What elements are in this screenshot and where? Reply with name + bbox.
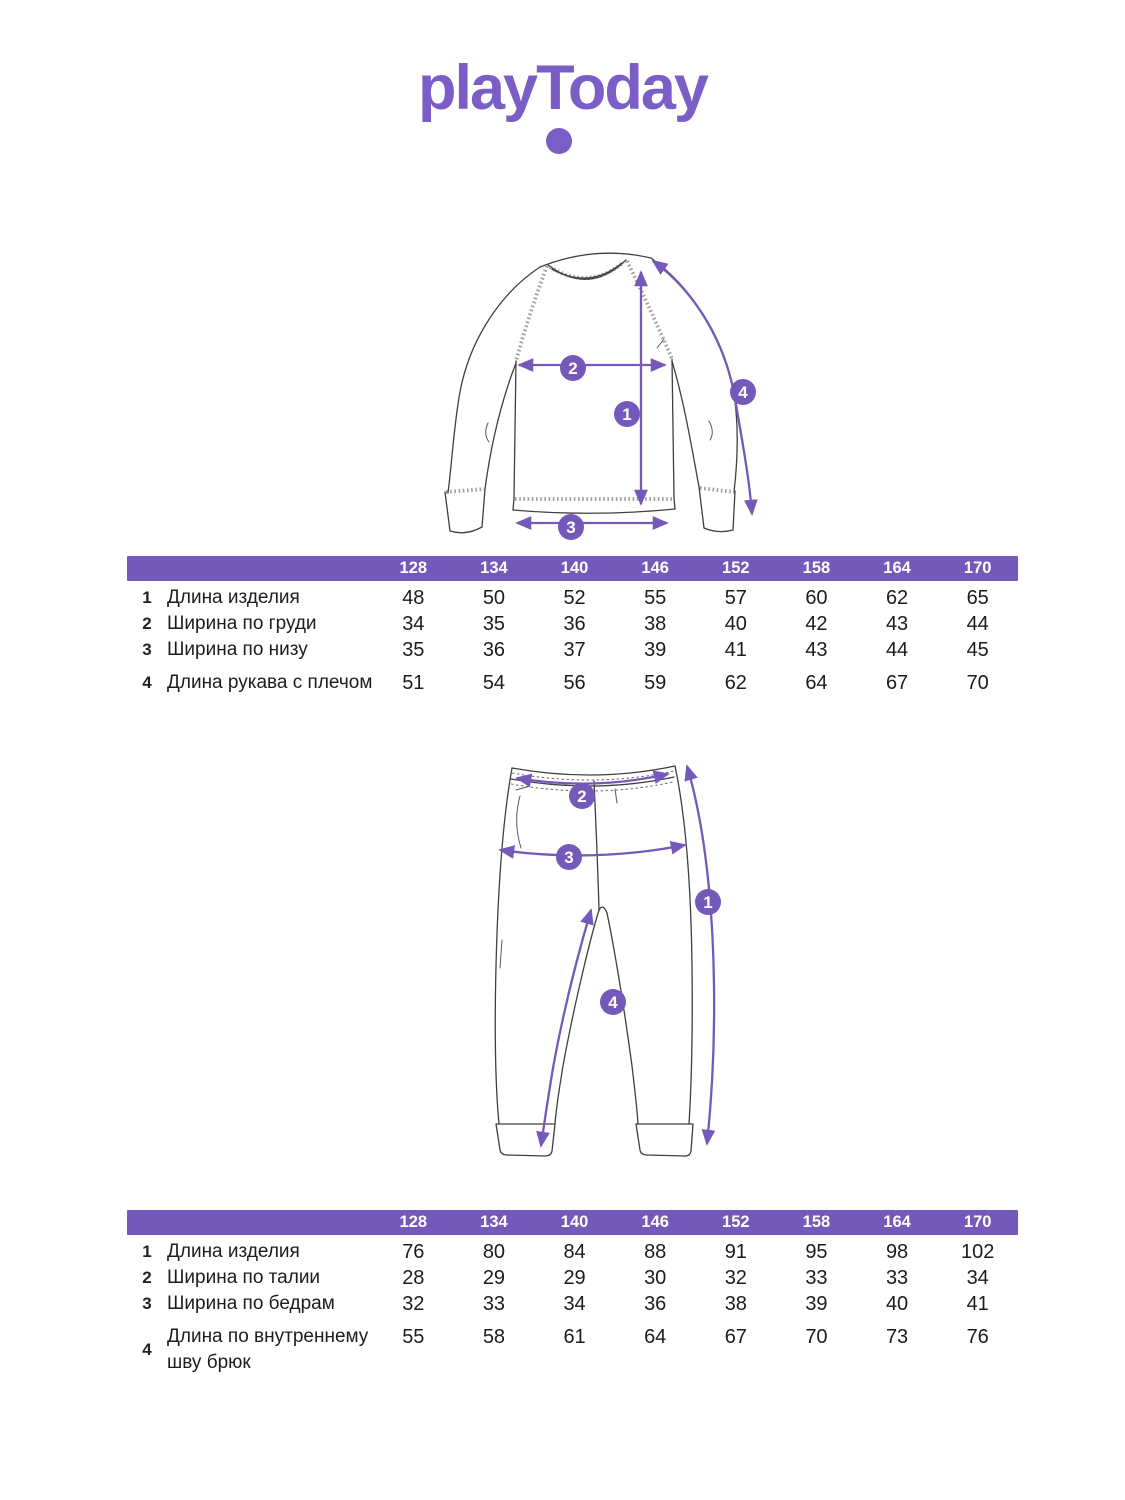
size-column-header: 152 bbox=[722, 1213, 750, 1231]
pants-measure-arrows bbox=[500, 766, 714, 1146]
sweatshirt-outline bbox=[445, 253, 737, 533]
measurement-value: 30 bbox=[644, 1267, 667, 1289]
measurement-value: 80 bbox=[482, 1241, 506, 1263]
measurement-label: Ширина по груди bbox=[167, 613, 317, 634]
measurement-value: 43 bbox=[885, 613, 909, 635]
measurement-value: 41 bbox=[966, 1293, 989, 1315]
marker-2 bbox=[560, 355, 586, 381]
sweatshirt-diagram bbox=[428, 230, 768, 562]
measurement-value: 88 bbox=[644, 1241, 667, 1263]
measurement-value: 35 bbox=[482, 613, 506, 635]
measurement-label: Ширина по низу bbox=[167, 639, 308, 660]
marker-1 bbox=[695, 889, 721, 915]
measurement-value: 54 bbox=[482, 672, 506, 694]
measurement-number: 1 bbox=[142, 1242, 152, 1261]
measurement-row bbox=[127, 611, 1018, 637]
measurement-value: 28 bbox=[402, 1267, 425, 1289]
measurement-value: 39 bbox=[805, 1293, 828, 1315]
marker-2-label: 2 bbox=[577, 787, 587, 806]
measurement-value: 95 bbox=[805, 1241, 828, 1263]
pants-sketch bbox=[460, 756, 750, 1176]
sweatshirt-sketch bbox=[428, 230, 768, 562]
measurement-value: 76 bbox=[402, 1241, 425, 1263]
measure-arrow-hips bbox=[500, 845, 685, 855]
measurement-value: 55 bbox=[644, 587, 667, 609]
size-table-header-row bbox=[127, 556, 1018, 581]
marker-3-label: 3 bbox=[564, 848, 574, 867]
marker-3 bbox=[556, 844, 582, 870]
measurement-value: 65 bbox=[966, 587, 989, 609]
size-table-header-row bbox=[127, 1210, 1018, 1235]
measurement-value: 39 bbox=[644, 639, 667, 661]
size-column-header: 164 bbox=[883, 1213, 911, 1231]
measurement-value: 37 bbox=[563, 639, 586, 661]
measurement-value: 55 bbox=[402, 1326, 425, 1348]
measurement-row bbox=[127, 1239, 1018, 1265]
measurement-value: 32 bbox=[402, 1293, 425, 1315]
size-column-header: 146 bbox=[641, 1213, 669, 1231]
measurement-row bbox=[127, 637, 1018, 663]
brand-logo-text: playToday bbox=[418, 53, 707, 123]
measurement-value: 44 bbox=[885, 639, 909, 661]
measurement-value: 64 bbox=[644, 1326, 667, 1348]
size-column-header: 170 bbox=[963, 1213, 992, 1231]
measurement-value: 33 bbox=[805, 1267, 828, 1289]
measurement-value: 40 bbox=[724, 613, 747, 635]
marker-1-label: 1 bbox=[703, 893, 713, 912]
measurement-number: 3 bbox=[142, 1294, 152, 1313]
size-column-header: 134 bbox=[480, 559, 508, 577]
measurement-number: 3 bbox=[142, 640, 152, 659]
measurement-value: 62 bbox=[885, 587, 909, 609]
marker-4 bbox=[730, 379, 756, 405]
measurement-label: Длина по внутреннему шву брюк bbox=[167, 1326, 369, 1373]
measurement-number: 1 bbox=[142, 588, 152, 607]
measurement-value: 51 bbox=[402, 672, 425, 694]
measurement-value: 48 bbox=[402, 587, 425, 609]
size-column-header: 128 bbox=[399, 1213, 428, 1231]
size-column-header: 158 bbox=[802, 1213, 831, 1231]
measurement-value: 60 bbox=[805, 587, 828, 609]
measurement-value: 59 bbox=[644, 672, 667, 694]
marker-4 bbox=[600, 989, 626, 1015]
marker-1 bbox=[614, 401, 640, 427]
measurement-value: 41 bbox=[724, 639, 747, 661]
measurement-value: 61 bbox=[563, 1326, 586, 1348]
measurement-number: 4 bbox=[142, 1340, 152, 1359]
measurement-value: 102 bbox=[961, 1241, 995, 1263]
measurement-value: 52 bbox=[563, 587, 586, 609]
size-column-header: 134 bbox=[480, 1213, 508, 1231]
measurement-row bbox=[127, 1324, 1018, 1376]
measurement-value: 91 bbox=[724, 1241, 747, 1263]
measurement-value: 76 bbox=[966, 1326, 989, 1348]
measurement-value: 84 bbox=[563, 1241, 586, 1263]
measurement-row bbox=[127, 585, 1018, 611]
sweatshirt-measure-arrows bbox=[517, 261, 752, 523]
measurement-value: 70 bbox=[805, 1326, 828, 1348]
measurement-value: 43 bbox=[805, 639, 828, 661]
measurement-value: 29 bbox=[482, 1267, 506, 1289]
size-column-header: 128 bbox=[399, 559, 428, 577]
pants-outline bbox=[495, 766, 693, 1156]
measurement-value: 73 bbox=[885, 1326, 909, 1348]
sweatshirt-measure-markers bbox=[558, 355, 756, 540]
measurement-row bbox=[127, 1291, 1018, 1317]
measurement-value: 33 bbox=[482, 1293, 506, 1315]
brand-logo-dot bbox=[546, 128, 572, 154]
marker-3-label: 3 bbox=[566, 518, 576, 537]
measurement-value: 40 bbox=[885, 1293, 909, 1315]
size-column-header: 152 bbox=[722, 559, 750, 577]
measurement-label: Ширина по талии bbox=[167, 1267, 321, 1288]
measurement-value: 56 bbox=[563, 672, 586, 694]
measurement-label: Длина изделия bbox=[167, 587, 300, 608]
measurement-label: Длина рукава с плечом bbox=[167, 672, 373, 693]
measurement-value: 34 bbox=[563, 1293, 586, 1315]
size-column-header: 140 bbox=[560, 559, 589, 577]
measurement-value: 45 bbox=[966, 639, 989, 661]
measurement-value: 36 bbox=[644, 1293, 667, 1315]
measurement-value: 34 bbox=[966, 1267, 989, 1289]
measurement-value: 35 bbox=[402, 639, 425, 661]
measurement-value: 38 bbox=[644, 613, 667, 635]
measurement-number: 2 bbox=[142, 1268, 152, 1287]
measurement-value: 70 bbox=[966, 672, 989, 694]
measurement-value: 42 bbox=[805, 613, 828, 635]
measurement-number: 2 bbox=[142, 614, 152, 633]
measurement-number: 4 bbox=[142, 673, 152, 692]
measurement-value: 50 bbox=[482, 587, 506, 609]
marker-2-label: 2 bbox=[568, 359, 578, 378]
measurement-value: 33 bbox=[885, 1267, 909, 1289]
measurement-value: 44 bbox=[966, 613, 989, 635]
measurement-value: 34 bbox=[402, 613, 425, 635]
measurement-row bbox=[127, 1265, 1018, 1291]
measurement-value: 32 bbox=[724, 1267, 747, 1289]
measurement-value: 29 bbox=[563, 1267, 586, 1289]
sweatshirt-size-table bbox=[127, 556, 1018, 696]
marker-2 bbox=[569, 783, 595, 809]
marker-3 bbox=[558, 514, 584, 540]
marker-4-label: 4 bbox=[738, 383, 748, 402]
measurement-value: 38 bbox=[724, 1293, 747, 1315]
measure-arrow-inseam bbox=[541, 910, 591, 1146]
measurement-value: 67 bbox=[724, 1326, 747, 1348]
size-column-header: 170 bbox=[963, 559, 992, 577]
pants-diagram bbox=[460, 756, 750, 1176]
measurement-value: 98 bbox=[885, 1241, 909, 1263]
marker-1-label: 1 bbox=[622, 405, 632, 424]
measurement-label: Ширина по бедрам bbox=[167, 1293, 335, 1314]
measurement-value: 57 bbox=[724, 587, 747, 609]
measurement-value: 58 bbox=[482, 1326, 506, 1348]
brand-logo bbox=[0, 52, 1125, 124]
measurement-value: 67 bbox=[885, 672, 909, 694]
measurement-value: 36 bbox=[563, 613, 586, 635]
measurement-value: 36 bbox=[482, 639, 506, 661]
pants-size-table bbox=[127, 1210, 1018, 1376]
size-column-header: 140 bbox=[560, 1213, 589, 1231]
measurement-label: Длина изделия bbox=[167, 1241, 300, 1262]
size-column-header: 146 bbox=[641, 559, 669, 577]
measurement-value: 64 bbox=[805, 672, 828, 694]
measurement-row bbox=[127, 670, 1018, 696]
marker-4-label: 4 bbox=[608, 993, 618, 1012]
size-column-header: 158 bbox=[802, 559, 831, 577]
size-column-header: 164 bbox=[883, 559, 911, 577]
measurement-value: 62 bbox=[724, 672, 747, 694]
